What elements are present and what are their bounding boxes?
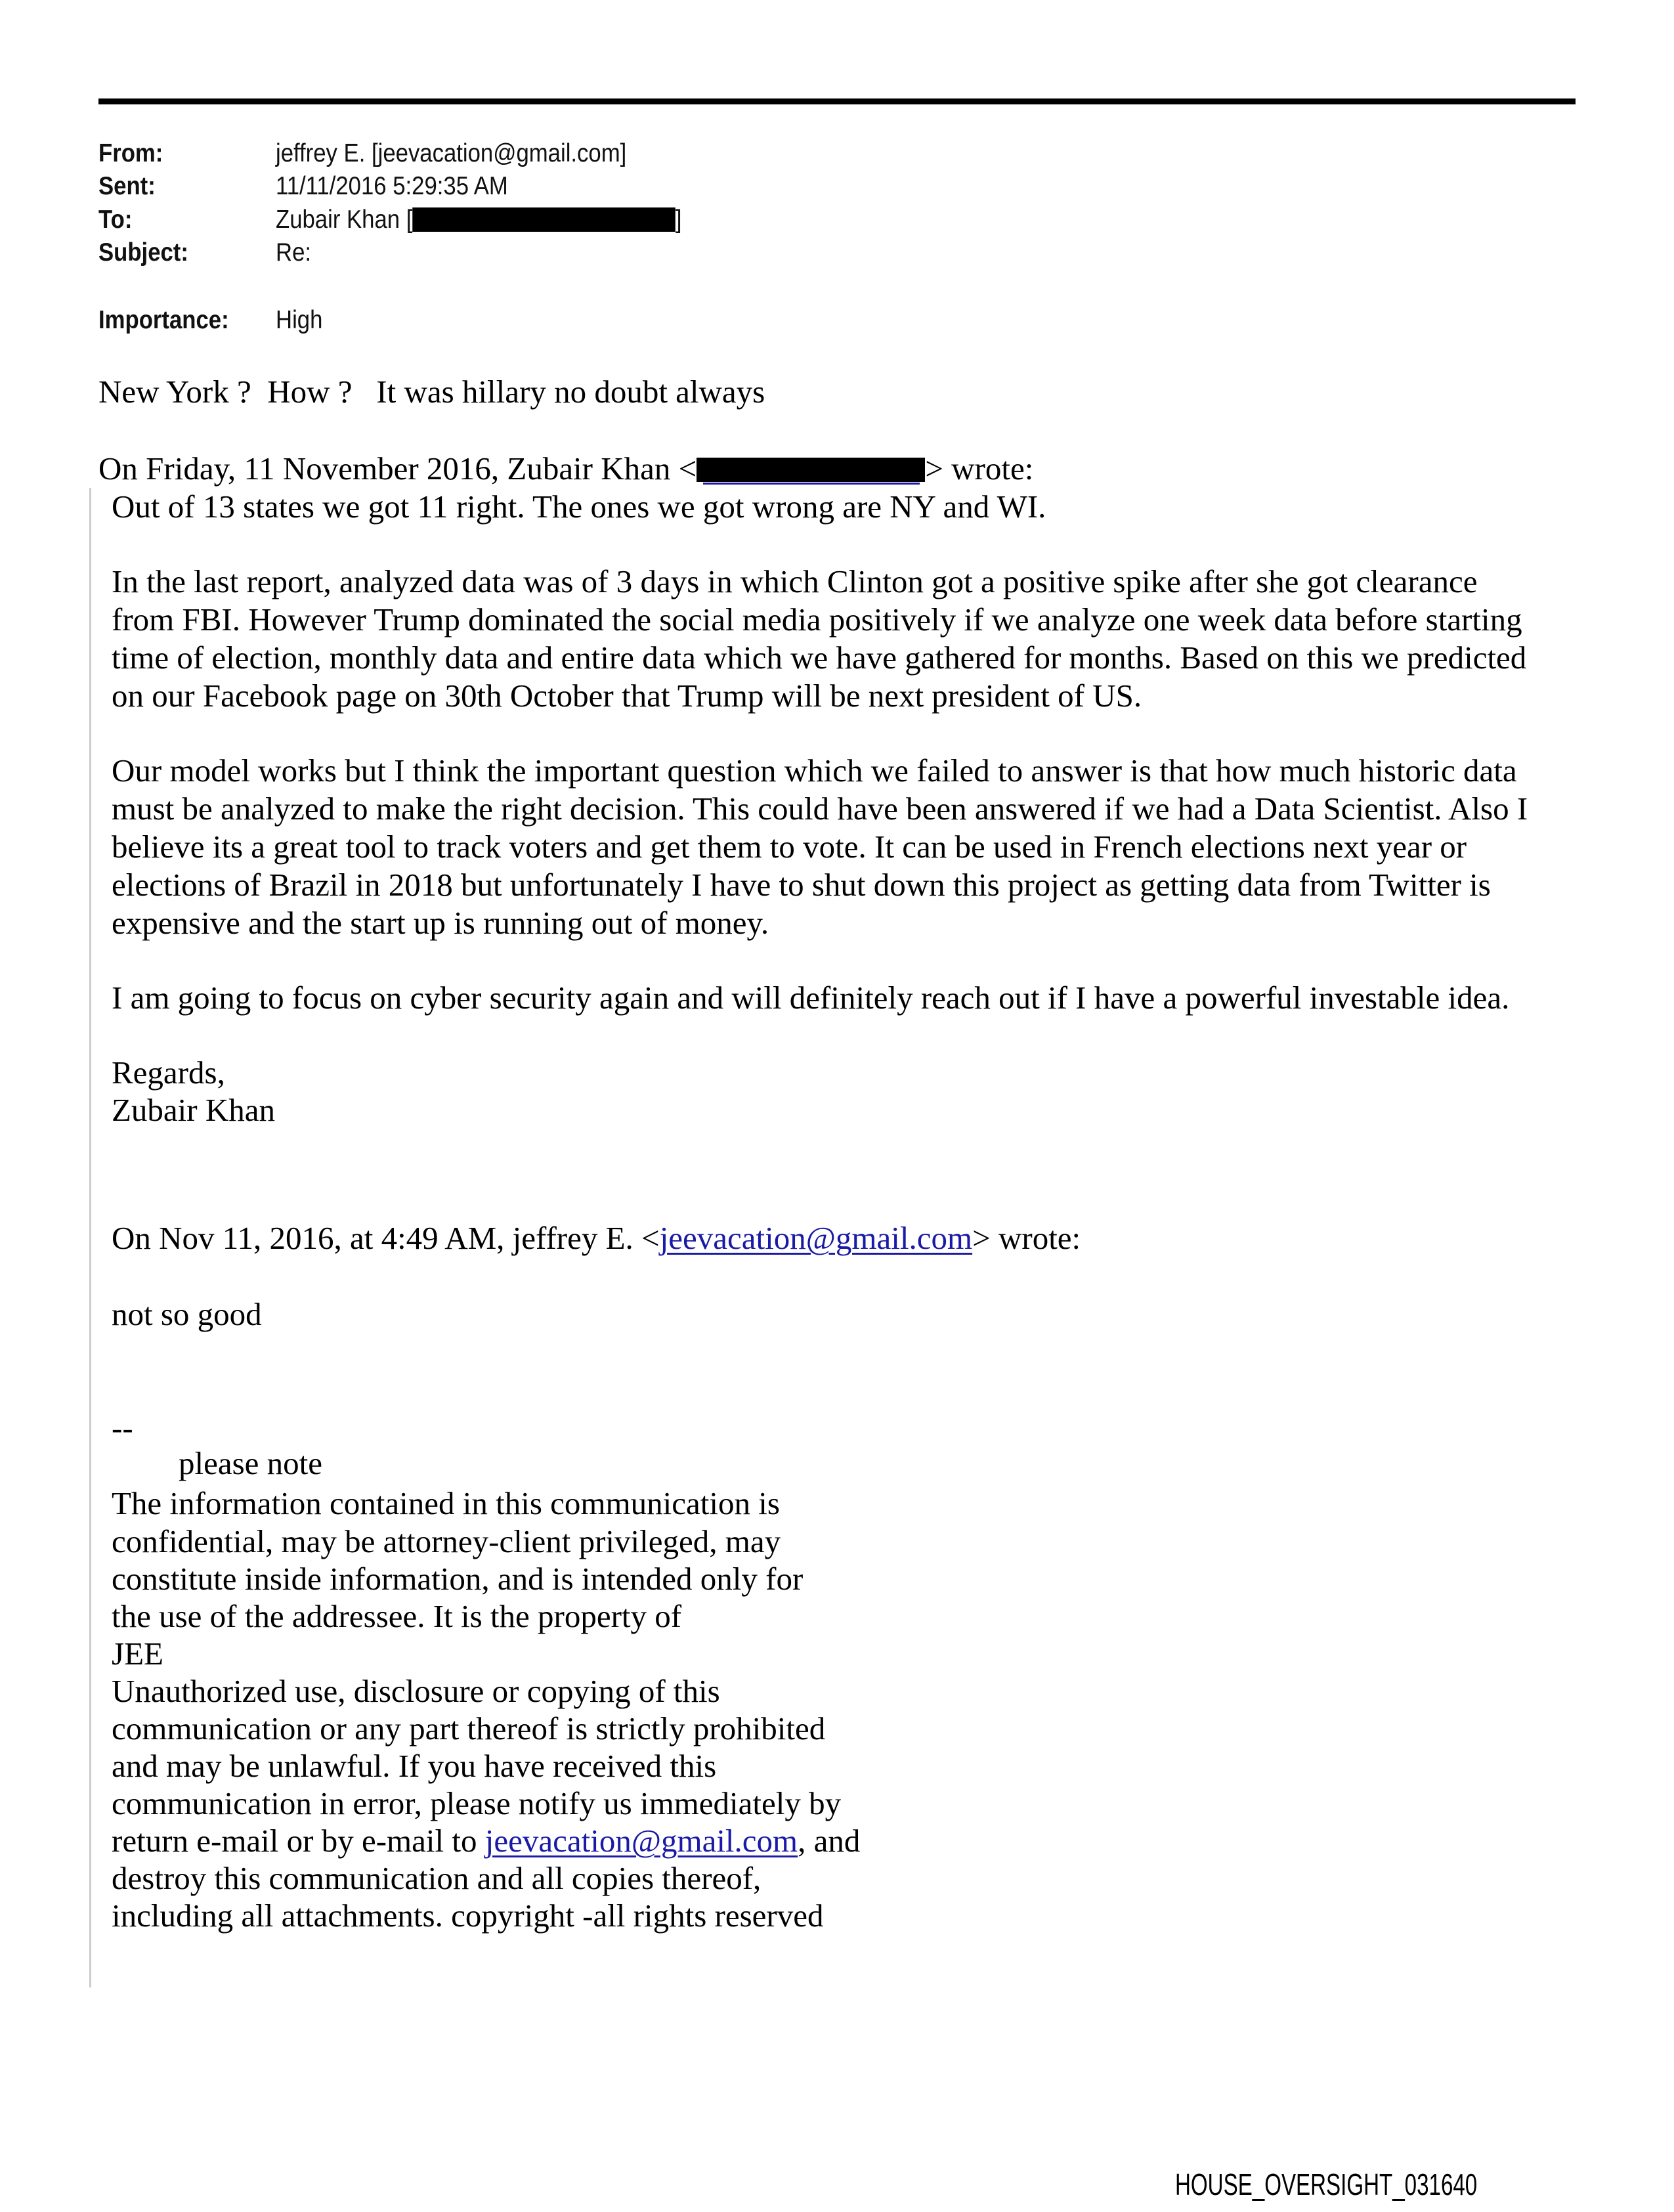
- disclaimer-line: confidential, may be attorney-client privileged, may: [112, 1523, 781, 1559]
- to-name: Zubair Khan [: [276, 206, 413, 234]
- from-value: jeffrey E. [jeevacation@gmail.com]: [276, 139, 627, 167]
- disclaimer-line: destroy this communication and all copies thereof,: [112, 1860, 762, 1896]
- email-link[interactable]: jeevacation@gmail.com: [659, 1220, 973, 1256]
- signoff: Regards,: [112, 1054, 225, 1091]
- disclaimer-line: including all attachments. copyright -all rights reserved: [112, 1898, 824, 1934]
- signature-name: Zubair Khan: [112, 1092, 275, 1128]
- quote-bar: [89, 488, 91, 1987]
- from-label: From:: [98, 139, 163, 167]
- subject-label: Subject:: [98, 238, 188, 267]
- quoted-line: must be analyzed to make the right decision. This could have been answered if we had a Data Scientist. Also I: [112, 791, 1528, 827]
- signature-title: please note: [179, 1445, 323, 1481]
- to-label: To:: [98, 206, 133, 234]
- attribution-prefix: On Friday, 11 November 2016, Zubair Khan <: [98, 450, 697, 487]
- quoted-line: elections of Brazil in 2018 but unfortunately I have to shut down this project as getting data from Twitter is: [112, 867, 1491, 903]
- bates-number: HOUSE_OVERSIGHT_031640: [1175, 2167, 1478, 2201]
- disclaimer-line: communication or any part thereof is strictly prohibited: [112, 1710, 826, 1746]
- quoted-line: time of election, monthly data and entire data which we have gathered for months. Based on this we predicted: [112, 640, 1527, 676]
- quoted-line: on our Facebook page on 30th October that Trump will be next president of US.: [112, 678, 1142, 714]
- quoted-line: believe its a great tool to track voters and get them to vote. It can be used in French elections next year or: [112, 829, 1467, 865]
- quoted-line: Out of 13 states we got 11 right. The ones we got wrong are NY and WI.: [112, 488, 1046, 525]
- quoted-body-2: not so good: [112, 1296, 262, 1332]
- reply-body: New York ? How ? It was hillary no doubt always: [98, 374, 765, 410]
- quoted-attribution: [98, 452, 1033, 485]
- to-value: [276, 207, 682, 232]
- attribution-suffix: > wrote:: [925, 450, 1034, 487]
- quoted-line: In the last report, analyzed data was of 3 days in which Clinton got a positive spike after she got clearance: [112, 563, 1478, 599]
- quoted-line: expensive and the start up is running out of money.: [112, 905, 769, 941]
- header-rule: [98, 98, 1576, 104]
- disclaimer-line: and may be unlawful. If you have received this: [112, 1748, 717, 1784]
- redaction-box: [412, 207, 676, 232]
- redacted-email-link: [697, 458, 925, 482]
- attribution-suffix: > wrote:: [972, 1220, 1081, 1256]
- importance-label: Importance:: [98, 306, 229, 334]
- quoted-attribution-2: [112, 1222, 1081, 1254]
- subject-value: Re:: [276, 238, 312, 267]
- importance-value: High: [276, 306, 323, 334]
- return-prefix: return e-mail or by e-mail to: [112, 1823, 485, 1859]
- return-suffix: , and: [798, 1823, 861, 1859]
- disclaimer-line: the use of the addressee. It is the property of: [112, 1598, 682, 1634]
- quoted-line: from FBI. However Trump dominated the social media positively if we analyze one week data before starting: [112, 601, 1522, 638]
- signature-separator: --: [112, 1410, 133, 1446]
- disclaimer-line: constitute inside information, and is intended only for: [112, 1561, 804, 1597]
- sent-label: Sent:: [98, 172, 156, 200]
- disclaimer-line: Unauthorized use, disclosure or copying of this: [112, 1673, 720, 1709]
- disclaimer-line: communication in error, please notify us immediately by: [112, 1785, 842, 1821]
- disclaimer-line: JEE: [112, 1636, 163, 1672]
- to-bracket: ]: [675, 206, 682, 234]
- attribution-prefix: On Nov 11, 2016, at 4:49 AM, jeffrey E. <: [112, 1220, 660, 1256]
- sent-value: 11/11/2016 5:29:35 AM: [276, 172, 508, 200]
- disclaimer-line: The information contained in this communication is: [112, 1485, 780, 1521]
- disclaimer-return-line: [112, 1825, 860, 1857]
- quoted-line: Our model works but I think the important question which we failed to answer is that how much historic data: [112, 752, 1517, 789]
- quoted-line: I am going to focus on cyber security again and will definitely reach out if I have a powerful investable idea.: [112, 980, 1510, 1016]
- email-link[interactable]: jeevacation@gmail.com: [484, 1823, 798, 1859]
